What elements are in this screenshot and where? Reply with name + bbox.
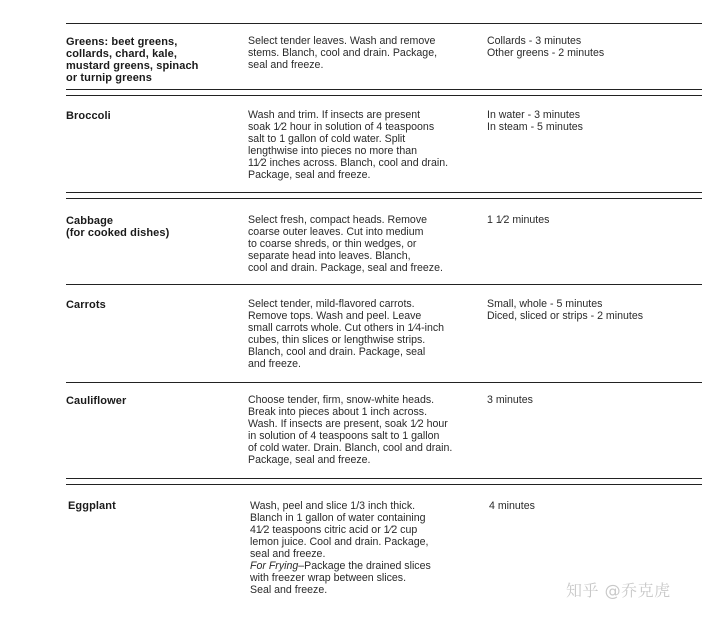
row-divider — [66, 192, 702, 193]
instructions: Wash and trim. If insects are present soak 1⁄2 hour in solution of 4 teaspoons salt to 1 gallon of cold water. Split lengthwise into pieces no more than 11⁄2 inches across. Blanch, cool and drain. Package, seal and freeze. — [248, 109, 449, 181]
instructions: Choose tender, firm, snow-white heads. Break into pieces about 1 inch across. Wash. If insects are present, soak 1⁄2 hour in solution of 4 teaspoons salt to 1 gallon of cold water. Drain. Blanch, cool and drain. Package, seal and freeze. — [248, 394, 453, 466]
watermark: 知乎 @乔克虎 — [566, 581, 671, 600]
row-divider — [66, 478, 702, 479]
blanching-time: Collards - 3 minutes Other greens - 2 minutes — [487, 35, 605, 59]
instructions: Select tender, mild-flavored carrots. Remove tops. Wash and peel. Leave small carrots whole. Cut others in 1⁄4-inch cubes, thin slices or lengthwise strips. Blanch, cool and drain. Package, seal and freeze. — [248, 298, 445, 370]
blanching-time: 1 1⁄2 minutes — [487, 214, 550, 226]
blanching-time: In water - 3 minutes In steam - 5 minutes — [487, 109, 583, 133]
vegetable-name: Broccoli — [66, 110, 111, 122]
blanching-time: 4 minutes — [489, 500, 535, 512]
blanching-time: 3 minutes — [487, 394, 533, 406]
for-frying-label: For Frying — [250, 560, 299, 572]
top-rule — [66, 23, 702, 24]
vegetable-name: Eggplant — [68, 500, 116, 512]
vegetable-name: Greens: beet greens, collards, chard, kale, mustard greens, spinach or turnip greens — [66, 36, 199, 84]
vegetable-name: Carrots — [66, 299, 106, 311]
blanching-time: Small, whole - 5 minutes Diced, sliced or strips - 2 minutes — [487, 298, 644, 322]
row-divider — [66, 382, 702, 383]
instructions: Select tender leaves. Wash and remove stems. Blanch, cool and drain. Package, seal and freeze. — [248, 35, 438, 71]
instructions: Wash, peel and slice 1/3 inch thick. Blanch in 1 gallon of water containing 41⁄2 teaspoons citric acid or 1⁄2 cup lemon juice. Cool and drain. Package, seal and freeze. For Frying–Package the drained slices with freezer wrap between slices. Seal and freeze. — [250, 500, 431, 596]
vegetable-name: Cauliflower — [66, 395, 127, 407]
vegetable-name: Cabbage (for cooked dishes) — [66, 215, 170, 239]
row-divider — [66, 284, 702, 285]
row-divider — [66, 89, 702, 90]
instructions: Select fresh, compact heads. Remove coarse outer leaves. Cut into medium to coarse shreds, or thin wedges, or separate head into leaves. Blanch, cool and drain. Package, seal and freeze. — [248, 214, 443, 274]
